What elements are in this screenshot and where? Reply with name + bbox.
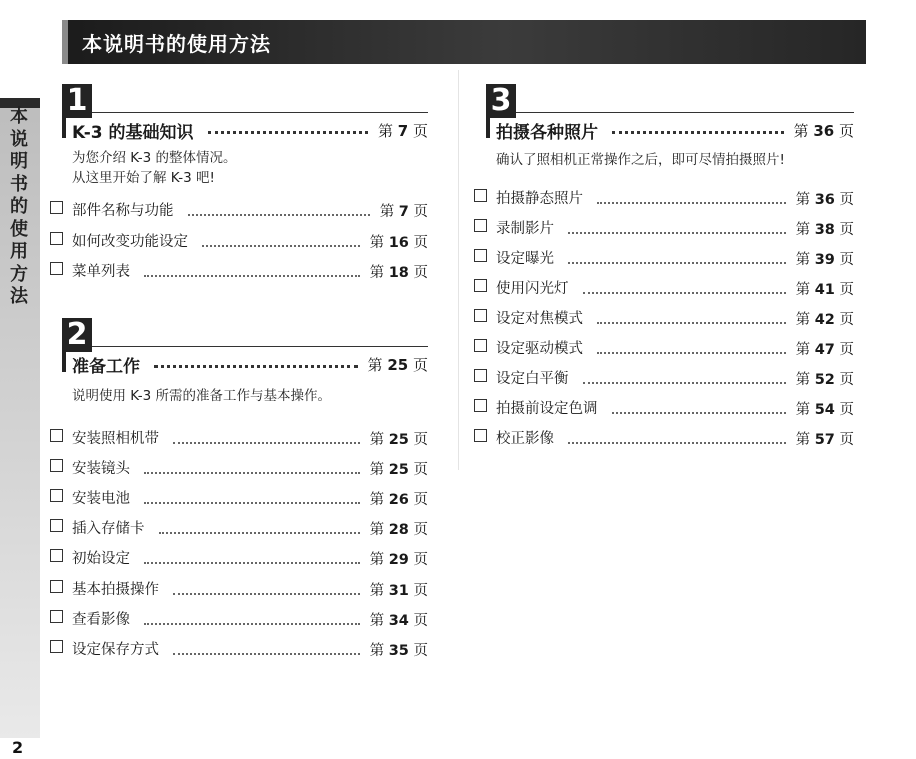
column-divider: [458, 70, 459, 470]
checklist-item[interactable]: [50, 199, 428, 221]
item-page-ref: 第 54 页: [795, 402, 854, 418]
checkbox-icon[interactable]: [474, 219, 487, 232]
item-label: 安装镜头: [72, 461, 130, 478]
leader-dots: [144, 500, 360, 504]
item-label: 安装照相机带: [72, 431, 159, 447]
item-label: 部件名称与功能: [72, 203, 174, 219]
item-page-ref: 第 31 页: [369, 582, 428, 599]
item-label: 安装电池: [72, 491, 130, 508]
leader-dots: [568, 260, 786, 264]
title-accent: [62, 20, 68, 64]
item-label: 菜单列表: [72, 264, 130, 280]
item-label: 查看影像: [72, 611, 130, 628]
item-page-ref: 第 42 页: [795, 312, 854, 328]
checklist-item[interactable]: [50, 457, 428, 479]
leader-dots: [568, 230, 786, 234]
heading-leader: [154, 362, 358, 368]
item-page-ref: 第 18 页: [369, 265, 428, 281]
leader-dots: [173, 591, 360, 595]
checkbox-icon[interactable]: [474, 339, 487, 352]
checkbox-icon[interactable]: [50, 429, 63, 442]
item-label: 基本拍摄操作: [72, 581, 159, 598]
item-label: 校正影像: [496, 431, 554, 447]
section-rule: [516, 112, 854, 113]
section-description-line: 为您介绍 K-3 的整体情况。: [72, 150, 237, 166]
checkbox-icon[interactable]: [50, 262, 63, 275]
section-bar: [62, 352, 66, 372]
leader-dots: [144, 560, 360, 564]
section-number: 1: [62, 84, 92, 118]
section-heading[interactable]: 准备工作: [72, 357, 140, 377]
item-page-ref: 第 16 页: [369, 234, 428, 251]
checkbox-icon[interactable]: [474, 189, 487, 202]
checklist-item[interactable]: [50, 608, 428, 630]
checkbox-icon[interactable]: [474, 369, 487, 382]
checklist-item[interactable]: [474, 397, 854, 419]
heading-leader: [208, 128, 368, 134]
leader-dots: [597, 200, 786, 204]
section-bar: [486, 118, 490, 138]
item-page-ref: 第 38 页: [795, 222, 854, 238]
item-label: 设定对焦模式: [496, 311, 583, 327]
leader-dots: [144, 273, 360, 277]
item-page-ref: 第 28 页: [369, 522, 428, 539]
checklist-item[interactable]: [50, 427, 428, 449]
section-1: [62, 84, 428, 194]
item-label: 插入存储卡: [72, 521, 145, 538]
checklist-item[interactable]: [50, 260, 428, 282]
leader-dots: [173, 651, 360, 655]
section-description-line: 说明使用 K-3 所需的准备工作与基本操作。: [72, 388, 331, 404]
checklist-item[interactable]: [474, 367, 854, 389]
item-page-ref: 第 52 页: [795, 372, 854, 388]
item-page-ref: 第 39 页: [795, 252, 854, 268]
leader-dots: [583, 290, 786, 294]
checkbox-icon[interactable]: [474, 279, 487, 292]
item-page-ref: 第 25 页: [369, 432, 428, 448]
section-2: [62, 318, 428, 408]
checkbox-icon[interactable]: [474, 399, 487, 412]
leader-dots: [144, 621, 360, 625]
checklist-item[interactable]: [50, 638, 428, 660]
item-page-ref: 第 57 页: [795, 432, 854, 448]
item-page-ref: 第 41 页: [795, 282, 854, 298]
leader-dots: [144, 470, 360, 474]
checkbox-icon[interactable]: [50, 549, 63, 562]
section-heading-page[interactable]: 第 7 页: [377, 122, 428, 140]
item-label: 初始设定: [72, 551, 130, 568]
section-heading[interactable]: K-3 的基础知识: [72, 123, 194, 143]
item-page-ref: 第 7 页: [379, 204, 428, 220]
leader-dots: [583, 380, 786, 384]
item-page-ref: 第 25 页: [369, 462, 428, 479]
checklist-item[interactable]: [474, 187, 854, 209]
item-label: 设定驱动模式: [496, 341, 583, 357]
page-number: 2: [12, 738, 24, 757]
checklist-item[interactable]: [474, 307, 854, 329]
section-heading[interactable]: 拍摄各种照片: [496, 123, 598, 143]
checkbox-icon[interactable]: [50, 489, 63, 502]
checkbox-icon[interactable]: [50, 580, 63, 593]
checkbox-icon[interactable]: [474, 309, 487, 322]
item-label: 录制影片: [496, 221, 554, 237]
leader-dots: [612, 410, 786, 414]
checklist-item[interactable]: [50, 487, 428, 509]
section-heading-page[interactable]: 第 25 页: [367, 356, 428, 374]
checkbox-icon[interactable]: [50, 201, 63, 214]
checklist-item[interactable]: [474, 337, 854, 359]
leader-dots: [159, 530, 360, 534]
leader-dots: [597, 350, 786, 354]
side-tab-label: 本 说 明 书 的 使 用 方 法: [10, 106, 28, 307]
section-rule: [92, 346, 428, 347]
item-label: 拍摄前设定色调: [496, 401, 598, 417]
checklist-item[interactable]: [50, 547, 428, 569]
item-page-ref: 第 34 页: [369, 612, 428, 629]
checklist-item[interactable]: [474, 277, 854, 299]
checkbox-icon[interactable]: [50, 459, 63, 472]
section-number: 2: [62, 318, 92, 352]
checkbox-icon[interactable]: [50, 610, 63, 623]
checkbox-icon[interactable]: [50, 519, 63, 532]
heading-leader: [612, 128, 784, 134]
section-number: 3: [486, 84, 516, 118]
checkbox-icon[interactable]: [50, 640, 63, 653]
section-heading-page[interactable]: 第 36 页: [793, 122, 854, 140]
item-label: 设定保存方式: [72, 641, 159, 658]
item-page-ref: 第 36 页: [795, 192, 854, 208]
checklist-item[interactable]: [50, 517, 428, 539]
item-label: 使用闪光灯: [496, 281, 569, 297]
item-page-ref: 第 29 页: [369, 552, 428, 569]
leader-dots: [173, 440, 360, 444]
leader-dots: [568, 440, 786, 444]
checklist-item[interactable]: [50, 230, 428, 252]
section-description-line: 确认了照相机正常操作之后，即可尽情拍摄照片!: [496, 152, 785, 168]
checklist-item[interactable]: [474, 247, 854, 269]
section-3: [486, 84, 854, 184]
checkbox-icon[interactable]: [474, 249, 487, 262]
section-bar: [62, 118, 66, 138]
page-title: 本说明书的使用方法: [82, 32, 271, 56]
item-label: 拍摄静态照片: [496, 191, 583, 207]
checklist-item[interactable]: [474, 217, 854, 239]
checkbox-icon[interactable]: [474, 429, 487, 442]
leader-dots: [188, 212, 370, 216]
checklist-item[interactable]: [474, 427, 854, 449]
page-title-bar: [62, 20, 866, 64]
item-label: 设定白平衡: [496, 371, 569, 387]
section-rule: [92, 112, 428, 113]
item-page-ref: 第 35 页: [369, 642, 428, 659]
checkbox-icon[interactable]: [50, 232, 63, 245]
leader-dots: [202, 243, 360, 247]
item-label: 设定曝光: [496, 251, 554, 267]
item-page-ref: 第 26 页: [369, 492, 428, 509]
section-description-line: 从这里开始了解 K-3 吧!: [72, 170, 215, 186]
item-label: 如何改变功能设定: [72, 233, 188, 250]
leader-dots: [597, 320, 786, 324]
checklist-item[interactable]: [50, 578, 428, 600]
item-page-ref: 第 47 页: [795, 342, 854, 358]
